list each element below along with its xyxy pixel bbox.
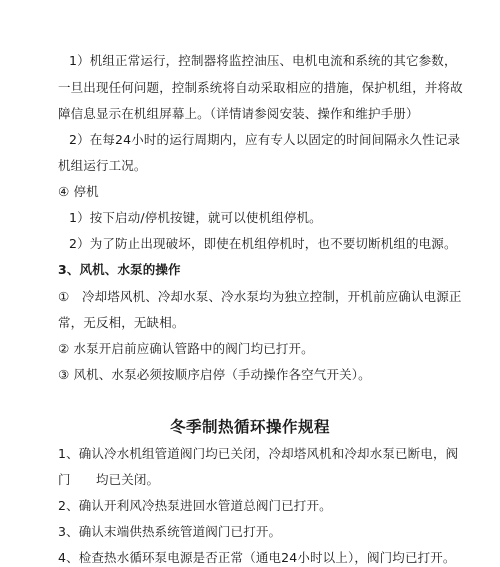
fans-pumps-item-2: ② 水泵开启前应确认管路中的阀门均已打开。 — [58, 341, 314, 356]
paragraph-1-line-1: 1）机组正常运行，控制器将监控油压、电机电流和系统的其它参数， — [69, 53, 457, 68]
fans-pumps-heading: 3、风机、水泵的操作 — [58, 262, 181, 277]
paragraph-1-line-3: 障信息显示在机组屏幕上。（详情请参阅安装、操作和维护手册） — [58, 106, 419, 121]
winter-item-4: 4、检查热水循环泵电源是否正常（通电24小时以上），阀门均已打开。 — [58, 550, 456, 565]
paragraph-2-line-1: 2）在每24小时的运行周期内，应有专人以固定的时间间隔永久性记录 — [69, 132, 461, 147]
fans-pumps-item-3: ③ 风机、水泵必须按顺序启停（手动操作各空气开关）。 — [58, 367, 371, 382]
shutdown-item-1: 1）按下启动/停机按键，就可以使机组停机。 — [69, 210, 322, 225]
fans-pumps-item-1-line-1: ① 冷却塔风机、冷却水泵、冷水泵均为独立控制，开机前应确认电源正 — [58, 289, 462, 304]
shutdown-heading: ④ 停机 — [58, 184, 99, 199]
winter-item-2: 2、确认开利风冷热泵进回水管道总阀门已打开。 — [58, 498, 332, 513]
paragraph-1-line-2: 一旦出现任何问题，控制系统将自动采取相应的措施，保护机组，并将故 — [58, 80, 463, 95]
winter-item-1-line-1: 1、确认冷水机组管道阀门均已关闭，冷却塔风机和冷却水泵已断电，阀 — [58, 446, 459, 461]
paragraph-2-line-2: 机组运行工况。 — [58, 158, 147, 173]
winter-section-title: 冬季制热循环操作规程 — [169, 418, 330, 436]
fans-pumps-item-1-line-2: 常，无反相，无缺相。 — [58, 315, 185, 330]
shutdown-item-2: 2）为了防止出现破坏，即使在机组停机时，也不要切断机组的电源。 — [69, 236, 457, 251]
winter-item-3: 3、确认末端供热系统管道阀门已打开。 — [58, 524, 282, 539]
winter-item-1-line-2: 门 均已关闭。 — [58, 472, 160, 487]
